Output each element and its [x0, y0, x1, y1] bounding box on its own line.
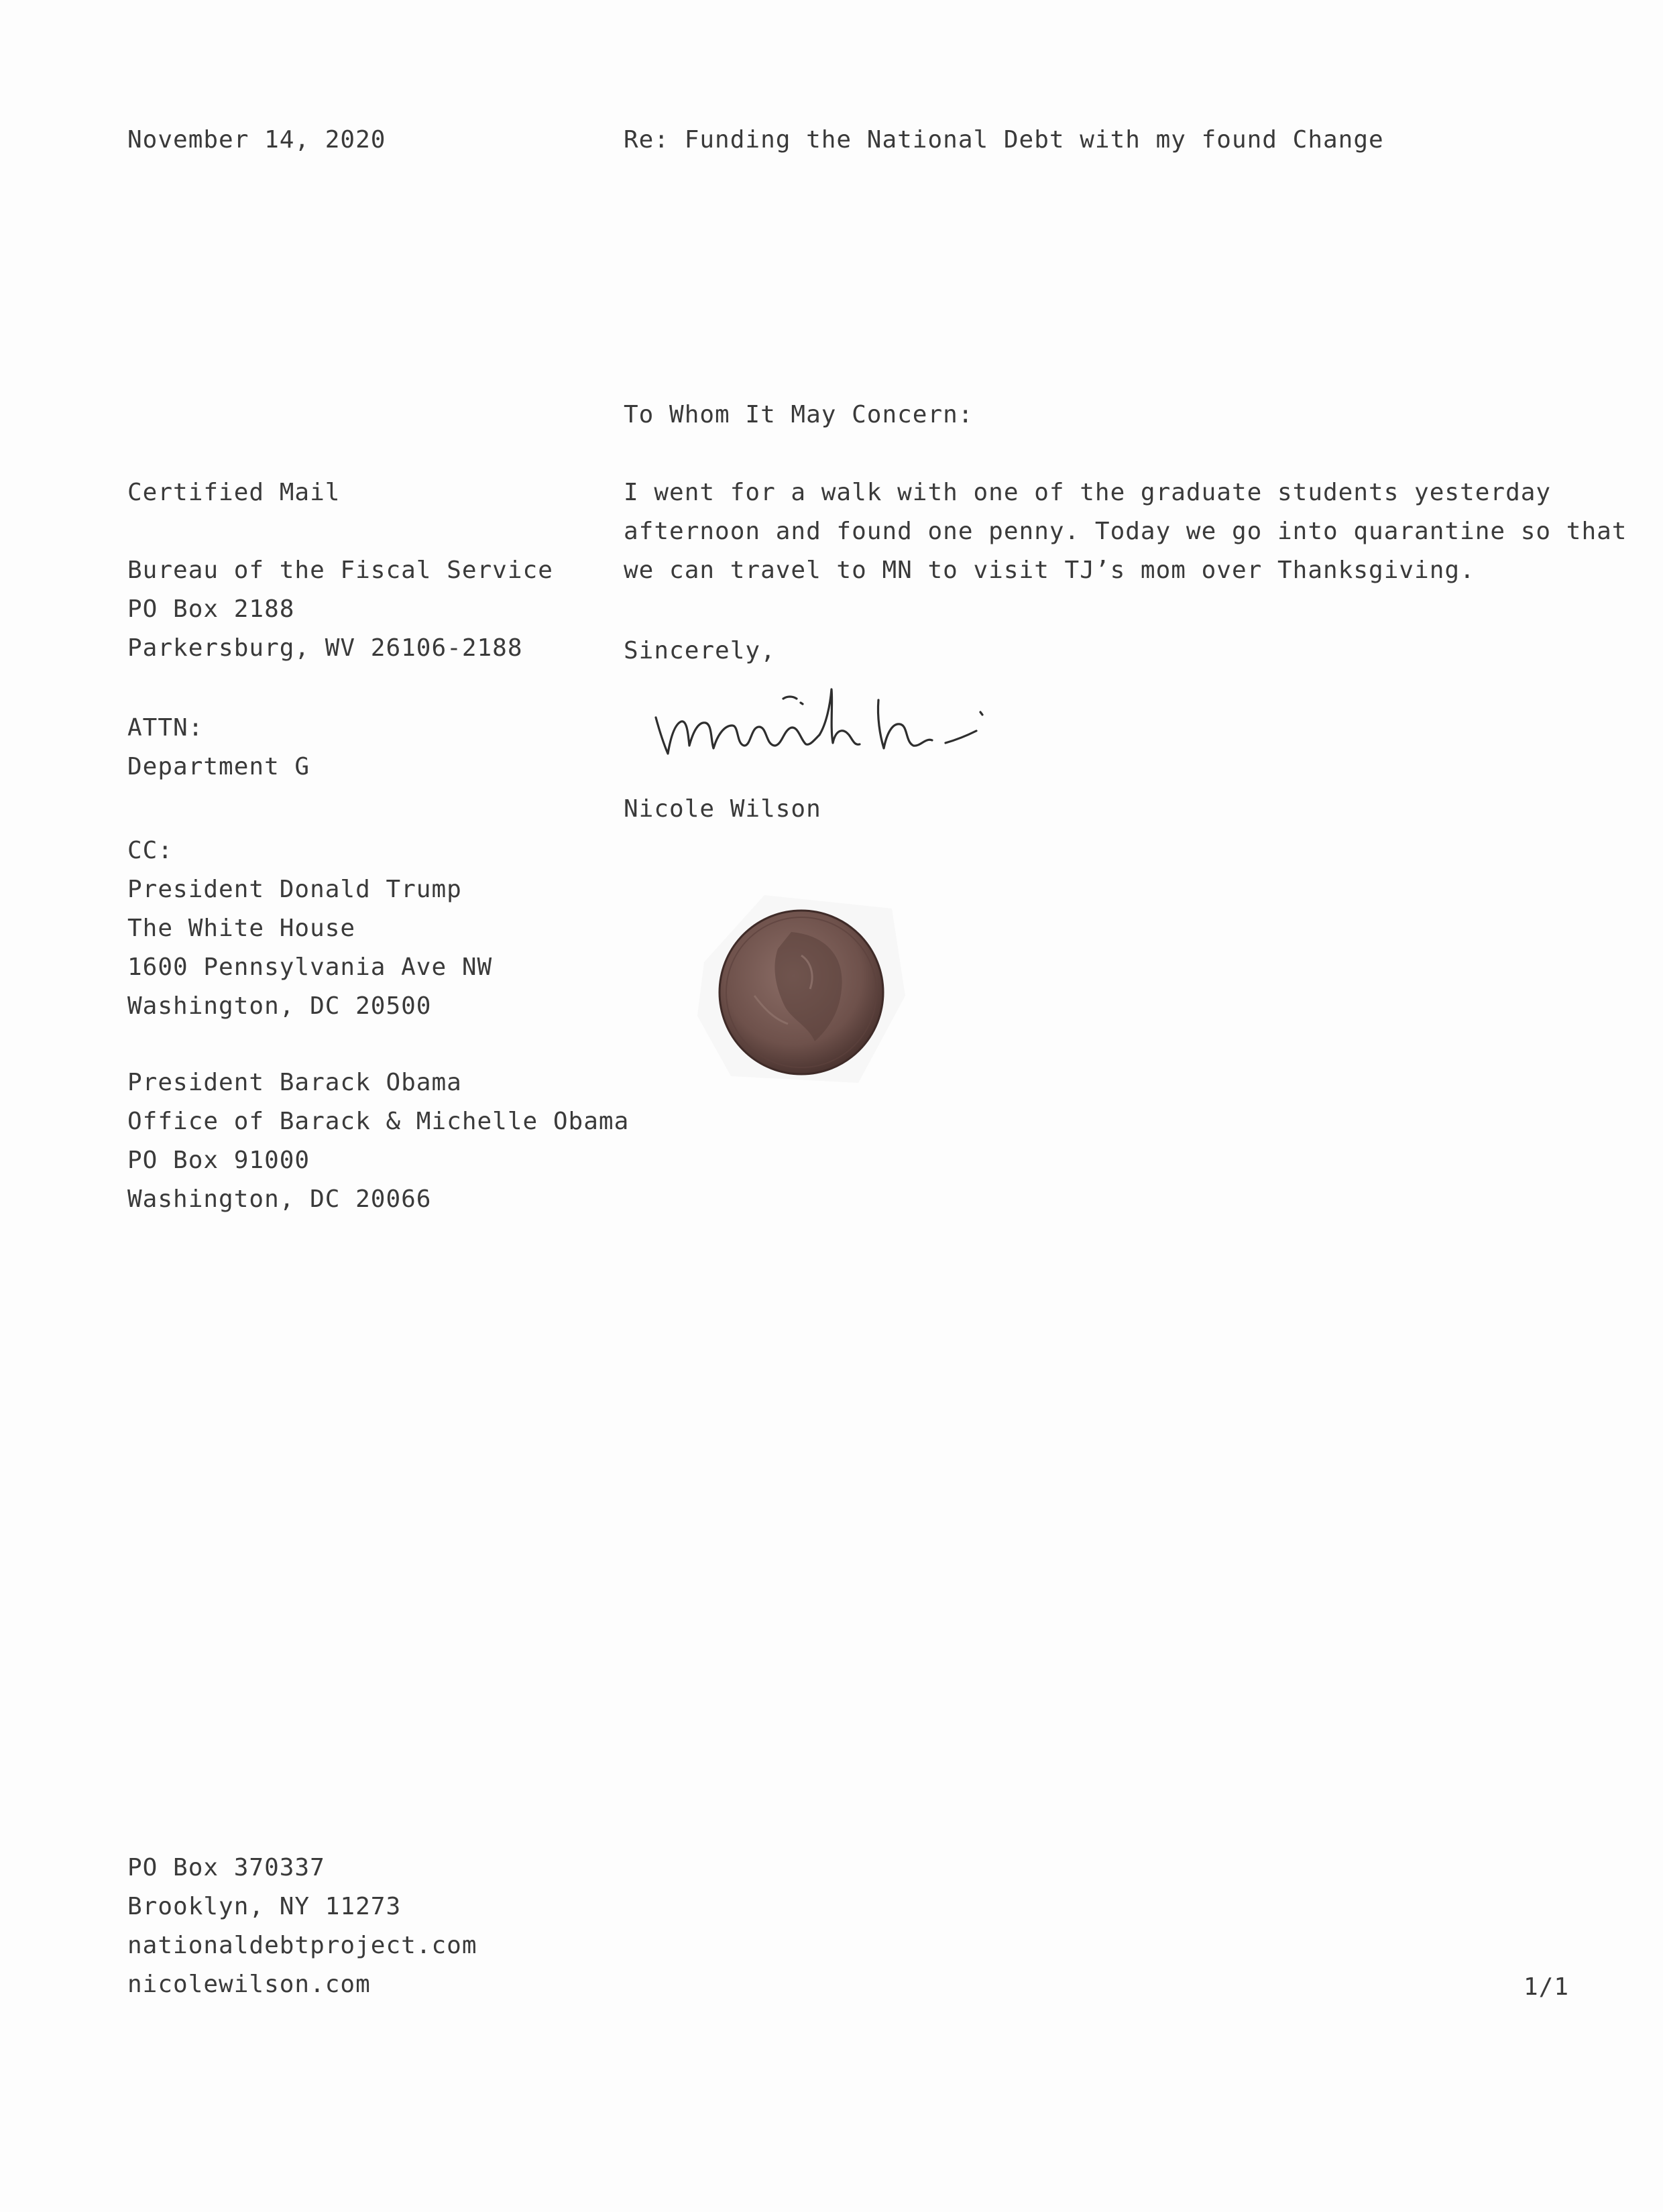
cc-label: CC:: [127, 837, 174, 864]
attention-block: [127, 709, 610, 787]
cc-block-second: [127, 1063, 630, 1219]
return-address-line: PO Box 370337: [127, 1854, 325, 1881]
signature: [650, 671, 1013, 778]
return-address-line: Brooklyn, NY 11273: [127, 1893, 402, 1920]
delivery-method: [127, 473, 610, 512]
letter-date: November 14, 2020: [127, 126, 386, 154]
cc-address-line: The White House: [127, 915, 356, 942]
page-number: 1/1: [1523, 1973, 1569, 2001]
cc-address-line: Washington, DC 20500: [127, 992, 432, 1020]
body-line: afternoon and found one penny. Today we go into quarantine so that: [624, 518, 1627, 545]
website-link: nationaldebtproject.com: [127, 1932, 477, 1959]
signer-name: Nicole Wilson: [624, 795, 821, 823]
delivery-method-text: Certified Mail: [127, 479, 341, 506]
website-link: nicolewilson.com: [127, 1971, 371, 1998]
signer: [624, 790, 1542, 829]
cc-block: [127, 831, 610, 1026]
body-line: we can travel to MN to visit TJ’s mom over Thanksgiving.: [624, 557, 1475, 584]
cc-address-line: President Barack Obama: [127, 1069, 462, 1096]
signature-scribble: [650, 671, 1013, 778]
address-line: Parkersburg, WV 26106-2188: [127, 634, 523, 662]
return-address: [127, 1849, 477, 2004]
closing-text: Sincerely,: [624, 637, 776, 664]
cc-address-line: Washington, DC 20066: [127, 1185, 432, 1213]
salutation-text: To Whom It May Concern:: [624, 401, 974, 428]
letter-subject: Re: Funding the National Debt with my found Change: [624, 126, 1384, 154]
cc-address-line: Office of Barack & Michelle Obama: [127, 1108, 630, 1135]
closing: [624, 632, 1542, 671]
body-line: I went for a walk with one of the graduate students yesterday: [624, 479, 1552, 506]
letter-body: [624, 473, 1627, 590]
address-line: Bureau of the Fiscal Service: [127, 557, 553, 584]
cc-address-line: PO Box 91000: [127, 1147, 310, 1174]
attn-label: ATTN:: [127, 714, 204, 742]
taped-penny: [691, 882, 912, 1090]
recipient-address: [127, 551, 610, 668]
penny-image: [691, 882, 912, 1090]
cc-address-line: President Donald Trump: [127, 876, 462, 903]
address-line: PO Box 2188: [127, 595, 295, 623]
attn-department: Department G: [127, 753, 310, 780]
cc-address-line: 1600 Pennsylvania Ave NW: [127, 953, 493, 981]
salutation: [624, 396, 1542, 434]
